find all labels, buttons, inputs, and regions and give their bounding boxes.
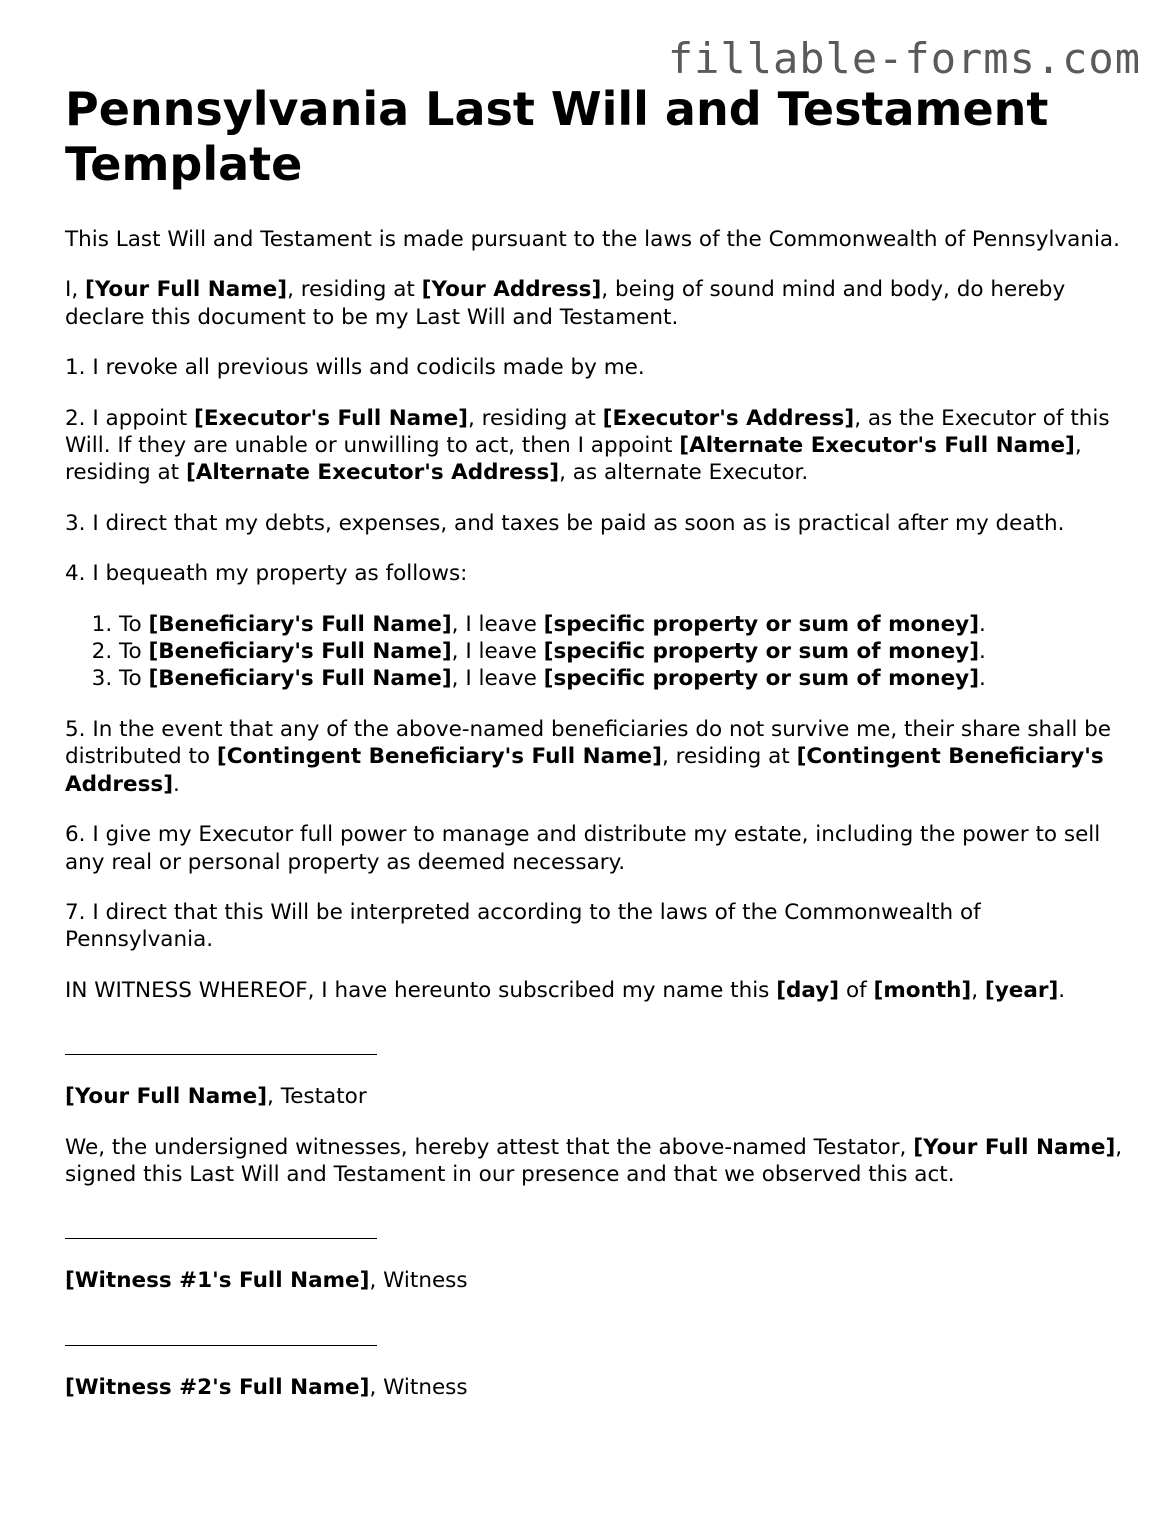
property-field: [specific property or sum of money] xyxy=(543,611,980,637)
clause-6: 6. I give my Executor full power to manage and distribute my estate, including the power to sell any real or personal property as deemed necessary. xyxy=(65,822,1101,875)
testator-address-field: [Your Address] xyxy=(421,277,602,303)
clause-5: 5. In the event that any of the above-named beneficiaries do not survive me, their share shall be distributed to [Contingent Beneficiary's Full Name], residing at [Contingent Beneficiary's Address]. xyxy=(65,716,1112,797)
testator-signature-caption: [Your Full Name], Testator xyxy=(65,1084,367,1110)
witness-1-signature-line[interactable] xyxy=(65,1238,377,1239)
month-field: [month] xyxy=(873,977,972,1003)
testator-name-field: [Your Full Name] xyxy=(913,1134,1116,1160)
clause-7: 7. I direct that this Will be interpreted according to the laws of the Commonwealth of Pennsylvania. xyxy=(65,899,981,953)
year-field: [year] xyxy=(984,977,1059,1003)
clause-3: 3. I direct that my debts, expenses, and taxes be paid as soon as is practical after my death. xyxy=(65,510,1065,536)
witness-2-signature-line[interactable] xyxy=(65,1345,377,1346)
contingent-beneficiary-name-field: [Contingent Beneficiary's Full Name] xyxy=(216,744,662,770)
witness-2-caption: [Witness #2's Full Name], Witness xyxy=(65,1374,468,1400)
testator-name-field: [Your Full Name] xyxy=(85,277,288,303)
property-field: [specific property or sum of money] xyxy=(543,666,980,692)
clause-1: 1. I revoke all previous wills and codicils made by me. xyxy=(65,355,645,381)
executor-address-field: [Executor's Address] xyxy=(602,405,855,431)
property-field: [specific property or sum of money] xyxy=(543,639,980,665)
alternate-executor-address-field: [Alternate Executor's Address] xyxy=(185,460,560,486)
declaration-paragraph: I, [Your Full Name], residing at [Your Address], being of sound mind and body, do hereby declare this document to be my Last Will and Testament. xyxy=(65,277,1066,330)
beneficiary-name-field: [Beneficiary's Full Name] xyxy=(148,666,452,692)
bequest-list xyxy=(65,611,1125,693)
executor-name-field: [Executor's Full Name] xyxy=(194,405,469,431)
document-title: Pennsylvania Last Will and Testament Template xyxy=(65,82,1049,191)
contingent-beneficiary-address-field: [Contingent Beneficiary's Address] xyxy=(65,744,1104,797)
document-body xyxy=(65,82,1125,1424)
beneficiary-name-field: [Beneficiary's Full Name] xyxy=(148,611,452,637)
clause-4: 4. I bequeath my property as follows: xyxy=(65,561,468,587)
site-watermark: fillable-forms.com xyxy=(667,34,1141,83)
beneficiary-name-field: [Beneficiary's Full Name] xyxy=(148,639,452,665)
list-item: 1. To [Beneficiary's Full Name], I leave [specific property or sum of money]. xyxy=(119,611,1125,638)
alternate-executor-name-field: [Alternate Executor's Full Name] xyxy=(679,433,1075,459)
testator-signature-line[interactable] xyxy=(65,1054,377,1055)
clause-2: 2. I appoint [Executor's Full Name], residing at [Executor's Address], as the Executor of this Will. If they are unable or unwilling to act, then I appoint [Alternate Executor's Full Name], residing at [Alternate Executor's Address], as alternate Executor. xyxy=(65,405,1110,486)
witness-1-caption: [Witness #1's Full Name], Witness xyxy=(65,1268,468,1294)
day-field: [day] xyxy=(776,977,840,1003)
witness-clause: IN WITNESS WHEREOF, I have hereunto subscribed my name this [day] of [month], [year]. xyxy=(65,977,1066,1003)
list-item: 3. To [Beneficiary's Full Name], I leave [specific property or sum of money]. xyxy=(119,665,1125,692)
attestation-paragraph: We, the undersigned witnesses, hereby attest that the above-named Testator, [Your Full Name], signed this Last Will and Testament in our presence and that we observed this act. xyxy=(65,1134,1123,1187)
intro-paragraph: This Last Will and Testament is made pursuant to the laws of the Commonwealth of Pennsylvania. xyxy=(65,227,1120,252)
list-item: 2. To [Beneficiary's Full Name], I leave [specific property or sum of money]. xyxy=(119,638,1125,665)
